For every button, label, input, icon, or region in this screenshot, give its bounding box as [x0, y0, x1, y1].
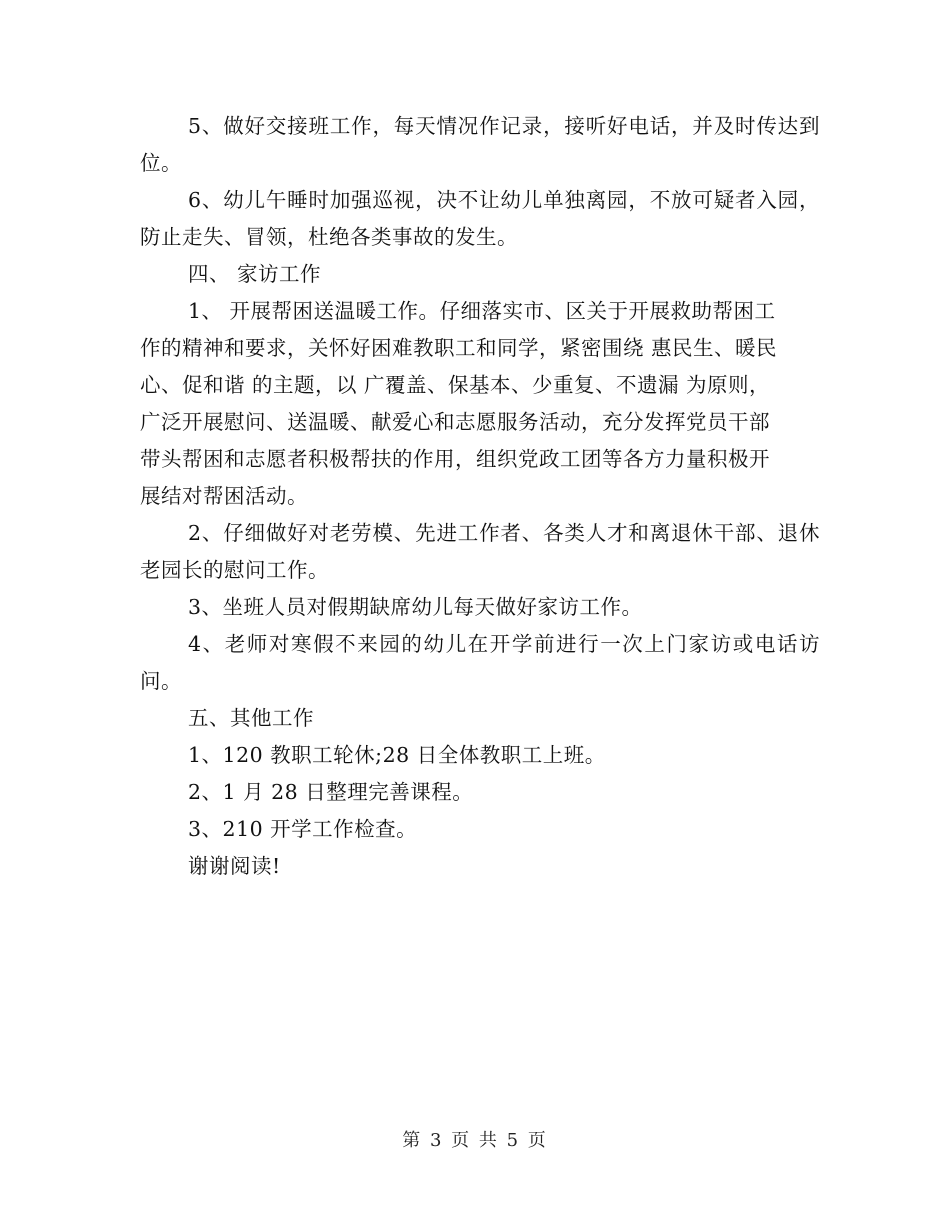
text-line: 作的精神和要求，关怀好困难教职工和同学，紧密围绕 惠民生、暖民: [140, 336, 778, 360]
document-body: [140, 108, 820, 885]
section-heading-other-work: 五、其他工作: [188, 706, 314, 730]
page-number-footer: 第 3 页 共 5 页: [402, 1130, 548, 1151]
text-line: 1、 开展帮困送温暖工作。仔细落实市、区关于开展救助帮困工: [188, 299, 776, 323]
paragraph-item-5: 5、做好交接班工作，每天情况作记录，接听好电话，并及时传达到位。: [140, 114, 820, 175]
paragraph-other-1: 1、120 教职工轮休;28 日全体教职工上班。: [188, 743, 606, 767]
paragraph-home-visit-2: 2、仔细做好对老劳模、先进工作者、各类人才和离退休干部、退休老园长的慰问工作。: [140, 521, 820, 582]
paragraph-other-3: 3、210 开学工作检查。: [188, 817, 418, 841]
text-line: 广泛开展慰问、送温暖、献爱心和志愿服务活动，充分发挥党员干部: [140, 410, 770, 434]
text-line: 展结对帮困活动。: [140, 484, 308, 508]
closing-text: 谢谢阅读!: [188, 854, 281, 878]
paragraph-home-visit-1: [140, 293, 820, 515]
paragraph-other-2: 2、1 月 28 日整理完善课程。: [188, 780, 474, 804]
text-line: 心、促和谐 的主题，以 广覆盖、保基本、少重复、不遗漏 为原则，: [140, 373, 771, 397]
section-heading-home-visit: 四、 家访工作: [188, 262, 322, 286]
paragraph-home-visit-4: 4、老师对寒假不来园的幼儿在开学前进行一次上门家访或电话访问。: [140, 632, 820, 693]
paragraph-item-6: 6、幼儿午睡时加强巡视，决不让幼儿单独离园，不放可疑者入园，防止走失、冒领，杜绝各类事故的发生。: [140, 188, 820, 249]
paragraph-home-visit-3: 3、坐班人员对假期缺席幼儿每天做好家访工作。: [188, 595, 643, 619]
text-line: 带头帮困和志愿者积极帮扶的作用，组织党政工团等各方力量积极开: [140, 447, 770, 471]
